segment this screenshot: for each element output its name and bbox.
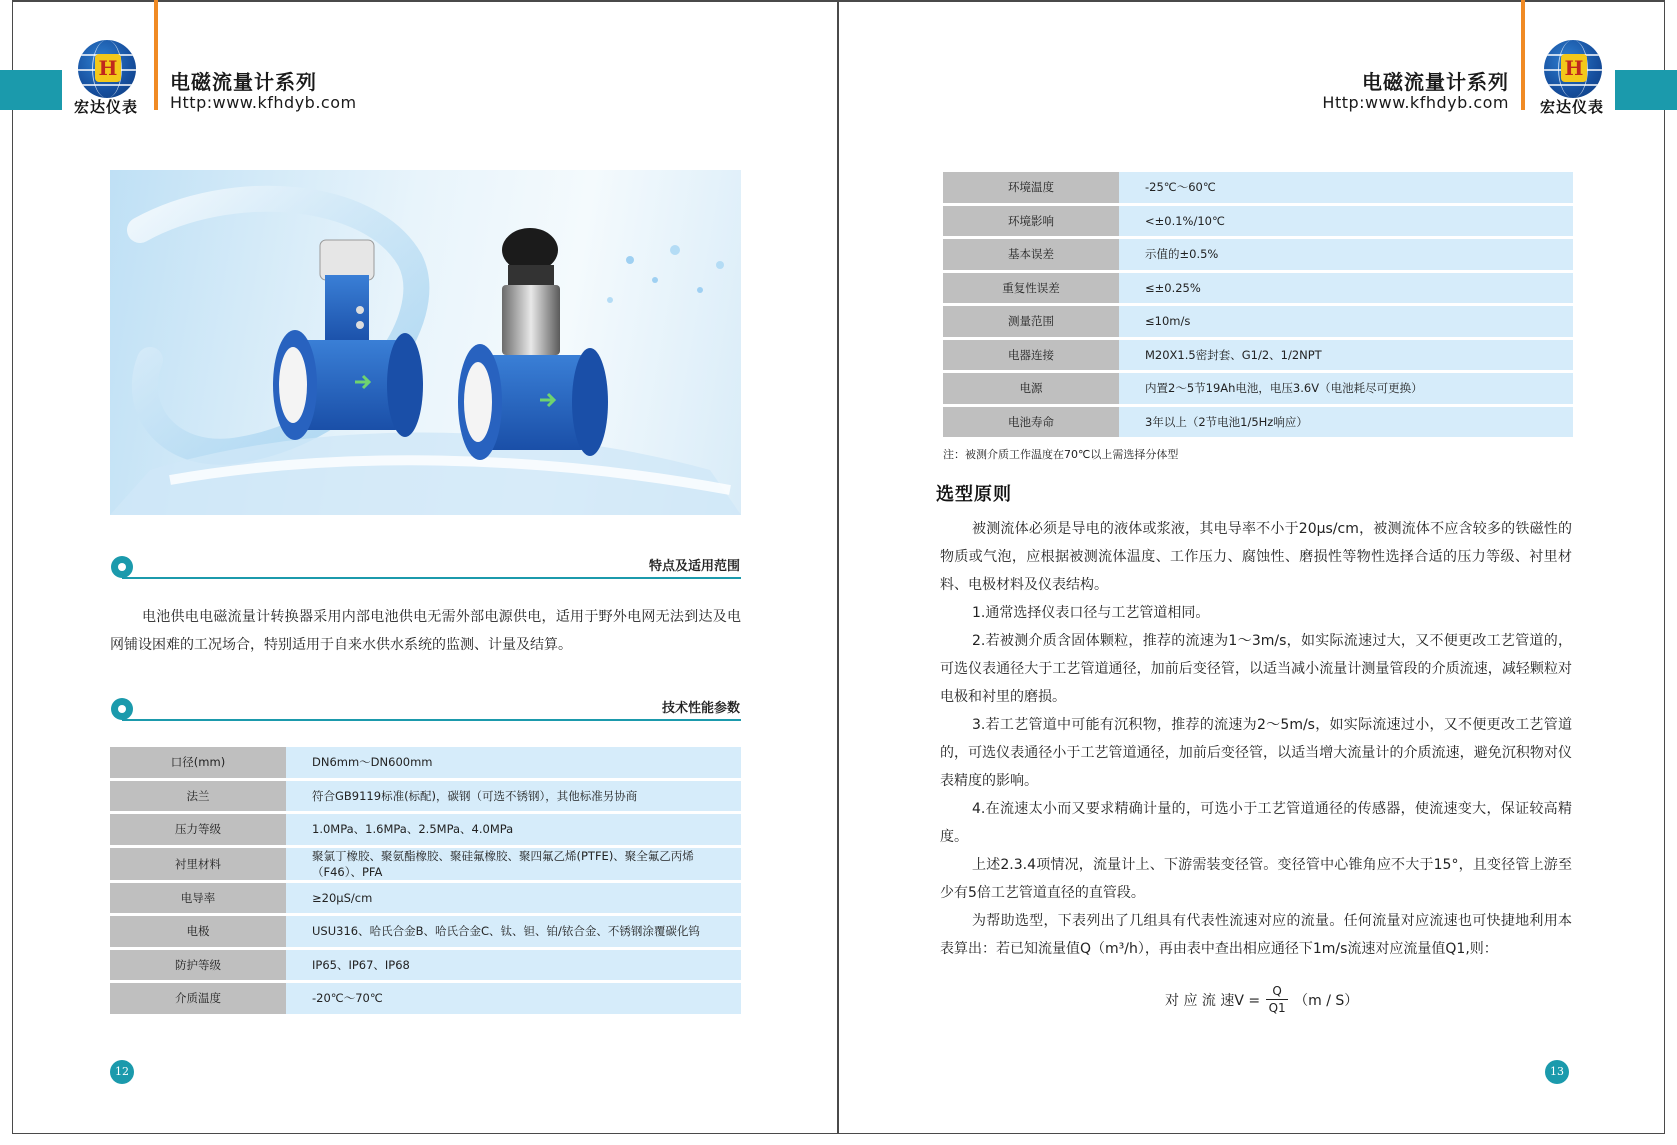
company-logo-left: H <box>78 40 136 98</box>
spec-value: ≤±0.25% <box>1119 273 1573 304</box>
header-band-left <box>0 70 62 110</box>
formula-unit: （m / S） <box>1294 992 1359 1009</box>
company-name-left: 宏达仪表 <box>74 98 139 116</box>
spec-value: 聚氯丁橡胶、聚氨酯橡胶、聚硅氟橡胶、聚四氟乙烯(PTFE)、聚全氟乙丙烯（F46）、PFA <box>286 848 741 880</box>
spec-row <box>110 848 741 880</box>
table-note: 注：被测介质工作温度在70℃以上需选择分体型 <box>943 448 1179 461</box>
section-title-specs: 技术性能参数 <box>661 701 740 716</box>
intro-paragraph: 电池供电电磁流量计转换器采用内部电池供电无需外部电源供电，适用于野外电网无法到达及电网铺设困难的工况场合，特别适用于自来水供水系统的监测、计量及结算。 <box>110 609 741 653</box>
spec-row <box>110 814 741 845</box>
spec-value: 内置2～5节19Ah电池，电压3.6V（电池耗尽可更换） <box>1119 373 1573 404</box>
selection-paragraph: 2.若被测介质含固体颗粒，推荐的流速为1～3m/s，如实际流速过大，又不便更改工艺管道的，可选仪表通径大于工艺管道通径，加前后变径管，以适当减小流量计测量管段的介质流速，减轻颗粒对电极和衬里的磨损。 <box>940 633 1572 705</box>
frame-top-right <box>838 0 1665 2</box>
spec-value: 3年以上（2节电池1/5Hz响应） <box>1119 407 1573 438</box>
selection-paragraph: 4.在流速太小而又要求精确计量的，可选小于工艺管道通径的传感器，使流速变大，保证较高精度。 <box>940 801 1572 845</box>
selection-heading: 选型原则 <box>936 484 1012 505</box>
selection-paragraph: 1.通常选择仪表口径与工艺管道相同。 <box>972 605 1210 621</box>
spec-label: 电源 <box>943 373 1119 404</box>
section-bullet-icon <box>111 556 133 578</box>
formula-numerator: Q <box>1272 984 1282 998</box>
selection-paragraph: 3.若工艺管道中可能有沉积物，推荐的流速为2～5m/s，如实际流速过小，又不便更改工艺管道的，可选仪表通径小于工艺管道通径，加前后变径管，以适当增大流量计的介质流速，避免沉积物对仪表精度的影响。 <box>940 717 1572 789</box>
spec-label: 介质温度 <box>110 983 286 1014</box>
spec-row <box>943 273 1573 304</box>
spec-label: 衬里材料 <box>110 848 286 880</box>
formula-lhs: 对 应 流 速V = <box>1165 992 1261 1009</box>
spec-label: 环境影响 <box>943 206 1119 237</box>
header-divider-right <box>1521 0 1525 110</box>
spec-value: DN6mm～DN600mm <box>286 747 741 778</box>
spec-row <box>110 983 741 1014</box>
flowmeter-illustration <box>110 170 741 515</box>
spec-label: 重复性误差 <box>943 273 1119 304</box>
spec-label: 电导率 <box>110 883 286 914</box>
spec-value: 示值的±0.5% <box>1119 239 1573 270</box>
spec-label: 电器连接 <box>943 340 1119 371</box>
spec-label: 压力等级 <box>110 814 286 845</box>
formula-denominator: Q1 <box>1268 1001 1286 1015</box>
spec-row <box>110 883 741 914</box>
spec-label: 防护等级 <box>110 950 286 981</box>
spec-label: 电池寿命 <box>943 407 1119 438</box>
header-divider-left <box>154 0 158 110</box>
spec-value: 符合GB9119标准(标配)，碳钢（可选不锈钢），其他标准另协商 <box>286 781 741 812</box>
company-name-right: 宏达仪表 <box>1540 98 1605 116</box>
spec-row <box>943 407 1573 438</box>
product-photo <box>110 170 741 515</box>
spec-label: 口径(mm) <box>110 747 286 778</box>
page-number-right: 13 <box>1545 1060 1569 1084</box>
series-title-left: 电磁流量计系列 <box>170 70 317 94</box>
spec-value: ≥20μS/cm <box>286 883 741 914</box>
section-rule-specs <box>122 719 741 721</box>
spec-row <box>943 239 1573 270</box>
spec-label: 法兰 <box>110 781 286 812</box>
spec-table-right <box>943 169 1573 440</box>
spec-value: <±0.1%/10℃ <box>1119 206 1573 237</box>
spec-value: IP65、IP67、IP68 <box>286 950 741 981</box>
header-band-right <box>1615 70 1677 110</box>
spec-row <box>110 916 741 947</box>
website-url-right: Http:www.kfhdyb.com <box>1322 93 1509 112</box>
section-bullet-icon <box>111 698 133 720</box>
selection-body <box>940 515 1572 963</box>
section-rule-features <box>122 577 741 579</box>
spec-table-left <box>110 744 741 1017</box>
frame-top-left <box>12 0 838 2</box>
spec-label: 基本误差 <box>943 239 1119 270</box>
spec-value: 1.0MPa、1.6MPa、2.5MPa、4.0MPa <box>286 814 741 845</box>
spec-label: 环境温度 <box>943 172 1119 203</box>
formula-fraction <box>1266 983 1288 1016</box>
spec-row <box>110 781 741 812</box>
spec-row <box>110 950 741 981</box>
website-url-left: Http:www.kfhdyb.com <box>170 93 357 112</box>
selection-paragraph: 上述2.3.4项情况，流量计上、下游需装变径管。变径管中心锥角应不大于15°，且变径管上游至少有5倍工艺管道直径的直管段。 <box>940 857 1572 901</box>
spec-row <box>943 340 1573 371</box>
company-logo-right: H <box>1544 40 1602 98</box>
page-number-left: 12 <box>110 1060 134 1084</box>
selection-paragraph: 被测流体必须是导电的液体或浆液，其电导率不小于20μs/cm，被测流体不应含较多的铁磁性的物质或气泡，应根据被测流体温度、工作压力、腐蚀性、磨损性等物性选择合适的压力等级、衬里材料、电极材料及仪表结构。 <box>940 521 1572 593</box>
spec-value: M20X1.5密封套、G1/2、1/2NPT <box>1119 340 1573 371</box>
spec-value: -20℃～70℃ <box>286 983 741 1014</box>
series-title-right: 电磁流量计系列 <box>1362 70 1509 94</box>
flow-velocity-formula <box>1165 983 1358 1016</box>
spec-label: 电极 <box>110 916 286 947</box>
spec-row <box>943 172 1573 203</box>
spec-label: 测量范围 <box>943 306 1119 337</box>
spec-value: USU316、哈氏合金B、哈氏合金C、钛、钽、铂/铱合金、不锈钢涂覆碳化钨 <box>286 916 741 947</box>
spec-value: -25℃～60℃ <box>1119 172 1573 203</box>
spec-row <box>110 747 741 778</box>
book-spine <box>837 0 839 1134</box>
spec-row <box>943 373 1573 404</box>
spec-row <box>943 306 1573 337</box>
spec-value: ≤10m/s <box>1119 306 1573 337</box>
spec-row <box>943 206 1573 237</box>
selection-paragraph: 为帮助选型，下表列出了几组具有代表性流速对应的流量。任何流量对应流速也可快捷地利用本表算出：若已知流量值Q（m³/h），再由表中查出相应通径下1m/s流速对应流量值Q1,则： <box>940 913 1572 957</box>
section-title-features: 特点及适用范围 <box>648 559 740 574</box>
